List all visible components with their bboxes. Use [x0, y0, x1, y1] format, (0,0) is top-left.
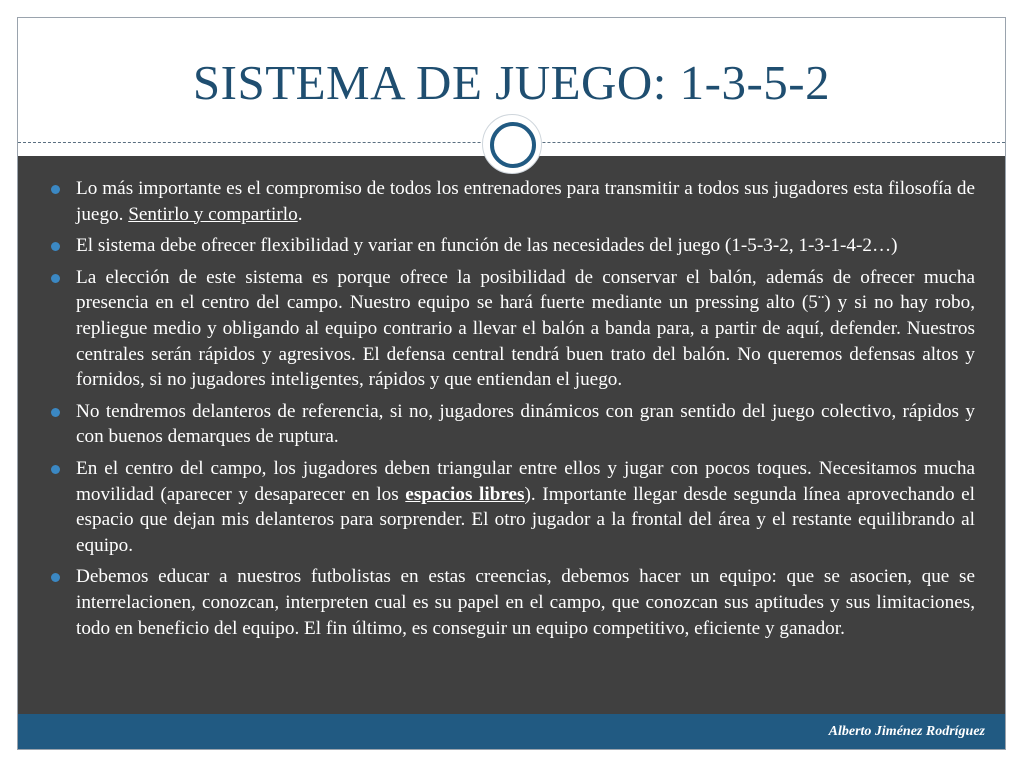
bullet-dot-icon [51, 274, 60, 283]
emphasized-phrase: espacios libres [405, 483, 525, 505]
slide-title: SISTEMA DE JUEGO: 1-3-5-2 [192, 55, 831, 110]
bullet-item [48, 399, 975, 450]
bullet-item [48, 564, 975, 641]
bullet-text-end: ). Importante llegar desde segunda línea aprovechando el espacio que dejan mis delanteros para sorprender. El otro jugador a la frontal del área y el restante equilibrando al equipo. [76, 483, 975, 556]
slide [17, 17, 1006, 750]
bullet-item [48, 176, 975, 227]
author-name: Alberto Jiménez Rodríguez [828, 724, 985, 739]
bullet-dot-icon [51, 408, 60, 417]
bullet-dot-icon [51, 185, 60, 194]
bullet-item [48, 456, 975, 558]
bullet-text: Debemos educar a nuestros futbolistas en estas creencias, debemos hacer un equipo: que se asocien, que se interrelacionen, conozcan, interpreten cual es su papel en el campo, que conozcan sus aptitudes y sus limitaciones, todo en beneficio del equipo. El fin último, es conseguir un equipo competitivo, eficiente y ganador. [76, 566, 975, 639]
bullet-dot-icon [51, 465, 60, 474]
bullet-dot-icon [51, 573, 60, 582]
bullet-item [48, 265, 975, 393]
ring-icon [490, 122, 536, 168]
bullet-text: No tendremos delanteros de referencia, si no, jugadores dinámicos con gran sentido del juego colectivo, rápidos y con buenos demarques de ruptura. [76, 400, 975, 448]
bullet-text-end: . [297, 203, 303, 225]
circle-ornament-icon [482, 114, 542, 174]
bullet-dot-icon [51, 242, 60, 251]
bullet-text: Lo más importante es el compromiso de todos los entrenadores para transmitir a todos sus jugadores esta filosofía de juego. [76, 178, 975, 225]
footer-band [18, 714, 1005, 749]
bullet-text: El sistema debe ofrecer flexibilidad y variar en función de las necesidades del juego (1-5-3-2, 1-3-1-4-2…) [76, 235, 898, 257]
bullet-list [48, 176, 975, 647]
bullet-item [48, 233, 975, 259]
bullet-text: En el centro del campo, los jugadores deben triangular entre ellos y jugar con pocos toques. Necesitamos mucha movilidad (aparecer y desaparecer en los [76, 457, 975, 505]
underlined-phrase: Sentirlo y compartirlo [128, 203, 298, 225]
bullet-text: La elección de este sistema es porque ofrece la posibilidad de conservar el balón, además de ofrecer mucha presencia en el centro del campo. Nuestro equipo se hará fuerte mediante un pressing alto (5¨) y si no hay robo, repliegue medio y obligando al equipo contrario a llevar el balón a banda para, a partir de aquí, defender. Nuestros centrales serán rápidos y agresivos. El defensa central tendrá buen trato del balón. No queremos defensas altos y fornidos, si no jugadores inteligentes, rápidos y que entiendan el juego. [76, 266, 975, 391]
